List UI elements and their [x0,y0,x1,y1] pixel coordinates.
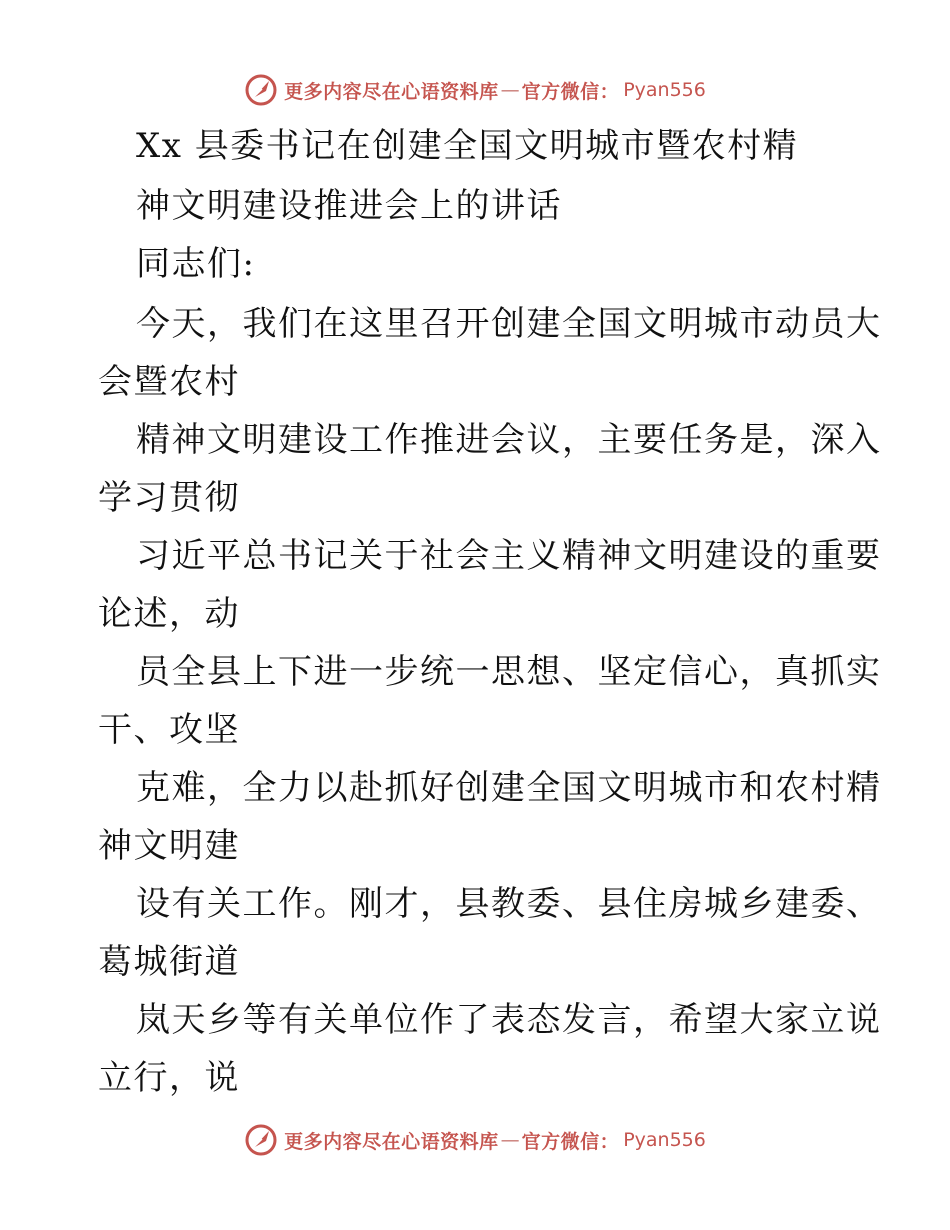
header-watermark [0,70,950,110]
doc-salutation: 同志们: [136,244,256,284]
paragraph-line: 员全县上下进一步统一思想、坚定信心，真抓实 [136,652,882,692]
paragraph-line: 论述，动 [98,594,240,634]
paragraph-line: 设有关工作。刚才，县教委、县住房城乡建委、 [136,884,882,924]
paragraph-line: 精神文明建设工作推进会议，主要任务是，深入 [136,420,882,460]
watermark-dash: — [500,79,520,101]
paragraph-line: 今天，我们在这里召开创建全国文明城市动员大 [136,304,882,344]
watermark-wechat-label: 官方微信： [521,1130,620,1153]
paragraph-line: 葛城街道 [98,942,240,982]
watermark-text: 更多内容尽在心语资料库 [284,1130,499,1153]
doc-title-line-1: Xx 县委书记在创建全国文明城市暨农村精 [136,126,799,166]
paragraph-line: 会暨农村 [98,362,240,402]
watermark-wechat-id: Pyan556 [623,79,706,101]
paragraph-line: 干、攻坚 [98,710,240,750]
quill-logo-icon [244,73,278,107]
paragraph-line: 习近平总书记关于社会主义精神文明建设的重要 [136,536,882,576]
footer-watermark [0,1120,950,1160]
doc-title-line-2: 神文明建设推进会上的讲话 [136,186,562,226]
watermark-wechat-label: 官方微信： [521,80,620,103]
paragraph-line: 立行，说 [98,1058,240,1098]
watermark-wechat-id: Pyan556 [623,1129,706,1151]
quill-logo-icon [244,1123,278,1157]
paragraph-line: 岚天乡等有关单位作了表态发言，希望大家立说 [136,1000,882,1040]
paragraph-line: 神文明建 [98,826,240,866]
paragraph-line: 克难，全力以赴抓好创建全国文明城市和农村精 [136,768,882,808]
watermark-text: 更多内容尽在心语资料库 [284,80,499,103]
paragraph-line: 学习贯彻 [98,478,240,518]
watermark-dash: — [500,1129,520,1151]
